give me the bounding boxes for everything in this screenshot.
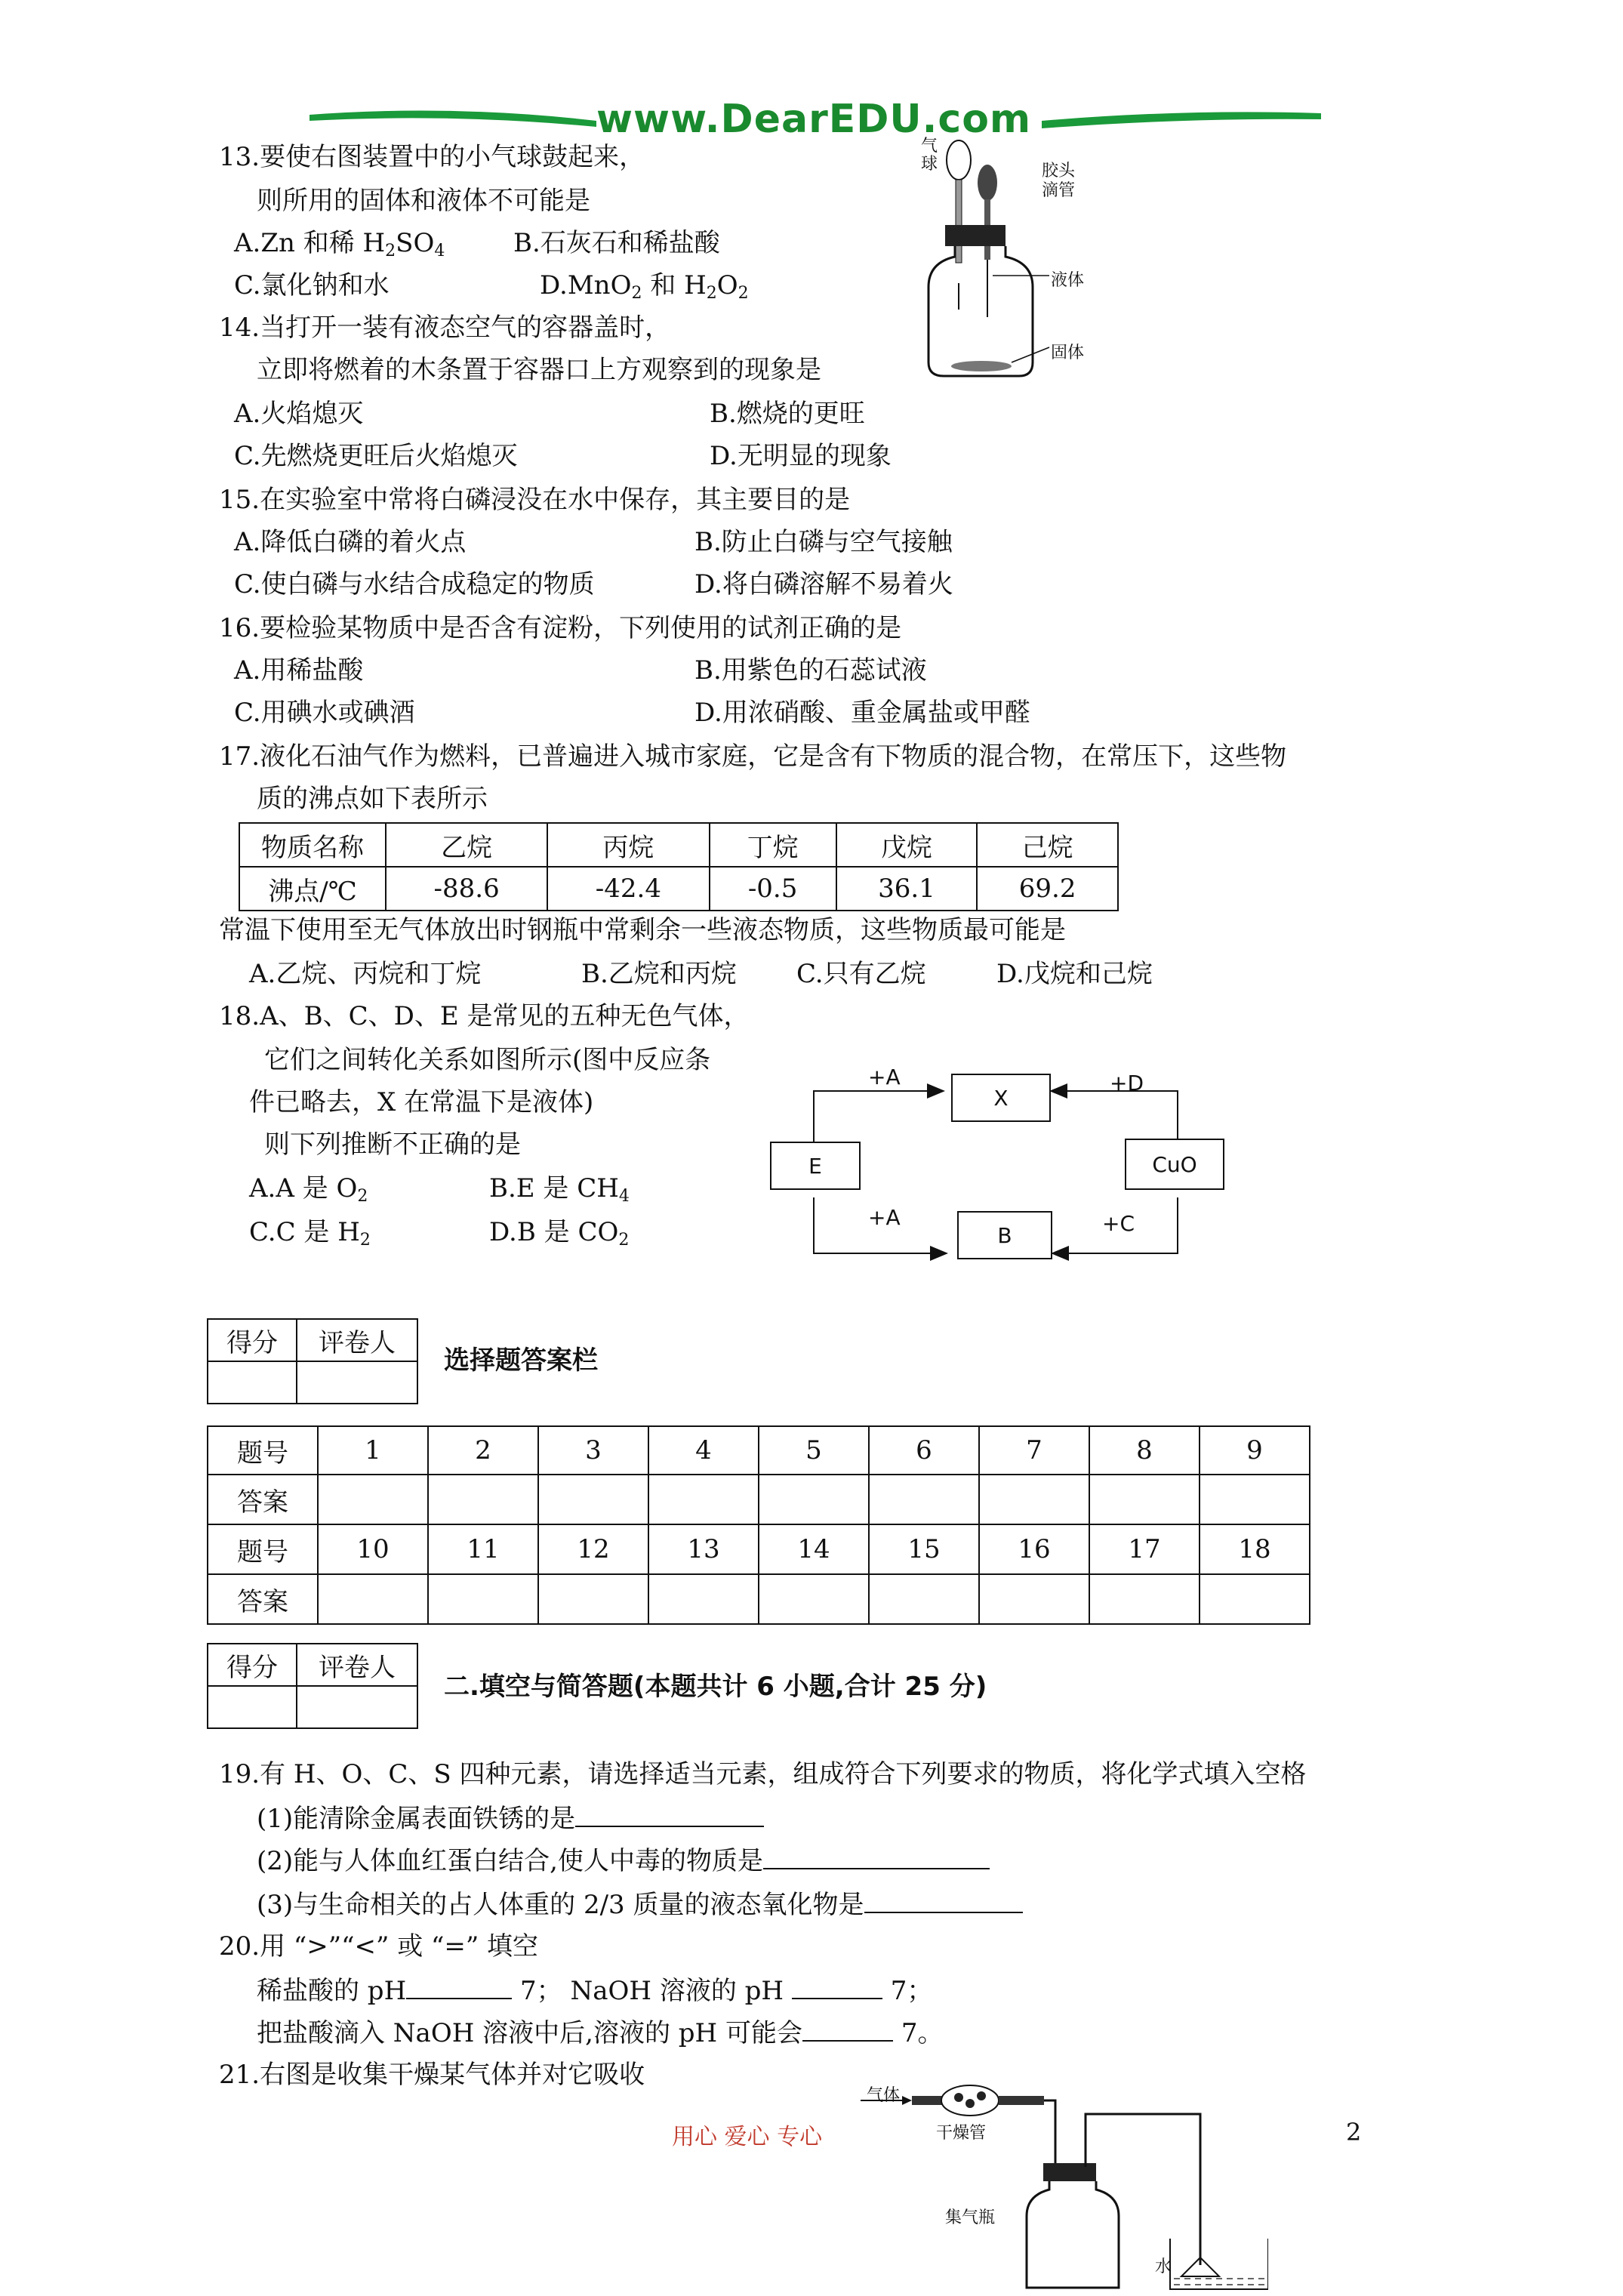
answer-section-title: 选择题答案栏	[444, 1345, 598, 1376]
table-cell: 9	[1200, 1426, 1310, 1475]
table-cell: 13	[648, 1524, 759, 1574]
q20-blank-2[interactable]	[792, 1975, 882, 1999]
table-row	[208, 1524, 1310, 1574]
footer-slogan: 用心 爱心 专心	[672, 2124, 823, 2150]
q14-option-c: C.先燃烧更旺后火焰熄灭	[234, 441, 518, 471]
table-cell: 4	[648, 1426, 759, 1475]
answer-label: 答案	[208, 1475, 318, 1524]
q16-option-d: D.用浓硝酸、重金属盐或甲醛	[694, 698, 1030, 728]
q21-stem: 21.右图是收集干燥某气体并对它吸收	[219, 2060, 645, 2090]
gas-collection-illustration	[845, 2084, 1268, 2295]
table-cell: 丁烷	[710, 823, 836, 867]
node-cuo: CuO	[1125, 1139, 1224, 1190]
grader-label: 评卷人	[297, 1644, 417, 1686]
q20-line-2	[257, 2017, 943, 2048]
page-number: 2	[1346, 2118, 1362, 2147]
q17-option-a: A.乙烷、丙烷和丁烷	[249, 959, 482, 989]
table-cell: 5	[759, 1426, 869, 1475]
table-row	[208, 1686, 417, 1728]
q15-option-b: B.防止白磷与空气接触	[694, 527, 953, 557]
q18-stem-1: 18.A、B、C、D、E 是常见的五种无色气体，	[219, 1001, 750, 1031]
grader-input[interactable]	[297, 1361, 417, 1404]
q14-stem-1: 14.当打开一装有液态空气的容器盖时，	[219, 313, 671, 343]
water-label: 水	[1155, 2257, 1172, 2276]
table-row	[208, 1574, 1310, 1624]
q16-option-c: C.用碘水或碘酒	[234, 698, 415, 728]
table-cell: 14	[759, 1524, 869, 1574]
table-cell: 物质名称	[239, 823, 386, 867]
table-cell: 戊烷	[836, 823, 978, 867]
table-cell: 17	[1089, 1524, 1200, 1574]
q20-blank-3[interactable]	[802, 2017, 893, 2042]
q18-stem-2: 它们之间转化关系如图所示(图中反应条	[264, 1045, 711, 1075]
q14-option-a: A.火焰熄灭	[234, 399, 364, 429]
table-cell: 1	[318, 1426, 428, 1475]
q20-line-1	[257, 1975, 932, 2006]
q19-blank-1[interactable]	[575, 1803, 764, 1827]
table-cell: 己烷	[977, 823, 1118, 867]
answer-cell[interactable]	[538, 1475, 648, 1524]
dryer-label: 干燥管	[936, 2124, 987, 2143]
table-cell: -0.5	[710, 867, 836, 911]
q20-stem: 20.用 “>”“<” 或 “=” 填空	[219, 1931, 539, 1962]
q17-option-d: D.戊烷和己烷	[996, 959, 1153, 989]
q15-option-c: C.使白磷与水结合成稳定的物质	[234, 569, 595, 599]
score-input[interactable]	[208, 1686, 297, 1728]
q15-option-d: D.将白磷溶解不易着火	[694, 569, 953, 599]
q17-option-b: B.乙烷和丙烷	[581, 959, 737, 989]
table-row	[239, 823, 1118, 867]
q19-blank-2[interactable]	[763, 1845, 990, 1869]
q19-part-2	[257, 1845, 990, 1876]
node-x: X	[951, 1074, 1051, 1122]
score-box-2	[207, 1643, 418, 1729]
answer-cell[interactable]	[318, 1475, 428, 1524]
table-cell: 15	[869, 1524, 979, 1574]
table-cell: 2	[428, 1426, 538, 1475]
table-cell: 69.2	[977, 867, 1118, 911]
grader-input[interactable]	[297, 1686, 417, 1728]
q19-part-3-text: (3)与生命相关的占人体重的 2/3 质量的液态氧化物是	[257, 1890, 864, 1920]
answer-cell[interactable]	[538, 1574, 648, 1624]
answer-cell[interactable]	[428, 1475, 538, 1524]
q19-part-1	[257, 1803, 764, 1834]
answer-cell[interactable]	[648, 1574, 759, 1624]
q13-option-b: B.石灰石和稀盐酸	[513, 228, 720, 258]
question-number-label: 题号	[208, 1524, 318, 1574]
table-row	[208, 1319, 417, 1361]
liquid-label: 液体	[1051, 271, 1085, 290]
flask-illustration	[906, 136, 1117, 400]
q18-option-d: D.B 是 $CO_2$	[489, 1217, 630, 1250]
node-e: E	[770, 1142, 861, 1190]
q13-option-c: C.氯化钠和水	[234, 270, 390, 300]
table-row	[208, 1426, 1310, 1475]
boiling-point-table	[239, 822, 1119, 911]
q18-option-c: C.C 是 $H_2$	[249, 1217, 371, 1250]
label-plus-d: +D	[1110, 1071, 1144, 1096]
answer-cell[interactable]	[1200, 1574, 1310, 1624]
q20-text-1: 稀盐酸的 pH	[257, 1976, 407, 2006]
q17-option-c: C.只有乙烷	[796, 959, 926, 989]
q15-stem: 15.在实验室中常将白磷浸没在水中保存，其主要目的是	[219, 485, 851, 515]
dropper-label: 胶头滴管	[1042, 162, 1076, 200]
table-row	[208, 1475, 1310, 1524]
q20-text-2: 7；	[520, 1976, 562, 2006]
node-b: B	[957, 1211, 1052, 1259]
q14-option-d: D.无明显的现象	[710, 441, 892, 471]
table-cell: 8	[1089, 1426, 1200, 1475]
answer-cell[interactable]	[979, 1475, 1089, 1524]
label-plus-c: +C	[1102, 1211, 1135, 1236]
q19-stem: 19.有 H、O、C、S 四种元素，请选择适当元素，组成符合下列要求的物质，将化学式填入空格	[219, 1759, 1307, 1789]
table-cell: -88.6	[386, 867, 547, 911]
q13-option-d: D.MnO$_2$ 和 $H_2O_2$	[540, 270, 749, 303]
table-cell: 16	[979, 1524, 1089, 1574]
answer-cell[interactable]	[869, 1475, 979, 1524]
site-url[interactable]: www.DearEDU.com	[596, 97, 1032, 142]
q13-stem-2: 则所用的固体和液体不可能是	[257, 186, 590, 216]
q20-text-4: 7；	[890, 1976, 933, 2006]
q17-stem-2: 质的沸点如下表所示	[257, 784, 488, 814]
score-label: 得分	[208, 1644, 297, 1686]
q17-after-text: 常温下使用至无气体放出时钢瓶中常剩余一些液态物质，这些物质最可能是	[219, 915, 1066, 945]
q16-stem: 16.要检验某物质中是否含有淀粉，下列使用的试剂正确的是	[219, 613, 902, 643]
section-2-title: 二.填空与简答题(本题共计 6 小题,合计 25 分)	[444, 1672, 987, 1702]
score-box-1	[207, 1318, 418, 1404]
answer-grid	[207, 1425, 1310, 1625]
table-cell: 沸点/℃	[239, 867, 386, 911]
table-row	[239, 867, 1118, 911]
table-cell: 10	[318, 1524, 428, 1574]
answer-label: 答案	[208, 1574, 318, 1624]
q19-part-3	[257, 1889, 1023, 1920]
answer-cell[interactable]	[979, 1574, 1089, 1624]
q20-text-6: 7。	[901, 2018, 944, 2048]
q14-option-b: B.燃烧的更旺	[710, 399, 865, 429]
q20-blank-1[interactable]	[406, 1975, 512, 1999]
answer-cell[interactable]	[648, 1475, 759, 1524]
solid-label: 固体	[1051, 344, 1085, 362]
grader-label: 评卷人	[297, 1319, 417, 1361]
answer-cell[interactable]	[1200, 1475, 1310, 1524]
q19-blank-3[interactable]	[864, 1889, 1023, 1913]
bottle-label: 集气瓶	[945, 2208, 996, 2227]
answer-cell[interactable]	[759, 1574, 869, 1624]
q19-part-1-text: (1)能清除金属表面铁锈的是	[257, 1804, 576, 1834]
table-cell: 丙烷	[547, 823, 709, 867]
table-row	[208, 1361, 417, 1404]
table-cell: 12	[538, 1524, 648, 1574]
question-number-label: 题号	[208, 1426, 318, 1475]
table-cell: 11	[428, 1524, 538, 1574]
table-cell: 18	[1200, 1524, 1310, 1574]
score-input[interactable]	[208, 1361, 297, 1404]
q16-option-b: B.用紫色的石蕊试液	[694, 655, 927, 686]
q14-stem-2: 立即将燃着的木条置于容器口上方观察到的现象是	[257, 355, 821, 385]
q17-stem-1: 17.液化石油气作为燃料，已普遍进入城市家庭，它是含有下物质的混合物，在常压下，这些物	[219, 741, 1287, 772]
q20-text-3: NaOH 溶液的 pH	[570, 1976, 784, 2006]
table-cell: 6	[869, 1426, 979, 1475]
score-label: 得分	[208, 1319, 297, 1361]
q13-stem-1: 13.要使右图装置中的小气球鼓起来，	[219, 142, 645, 172]
label-plus-a-bottom: +A	[868, 1205, 901, 1230]
answer-cell[interactable]	[869, 1574, 979, 1624]
q20-text-5: 把盐酸滴入 NaOH 溶液中后,溶液的 pH 可能会	[257, 2018, 802, 2048]
table-cell: 乙烷	[386, 823, 547, 867]
q18-option-a: A.A 是 $O_2$	[249, 1173, 368, 1206]
table-row	[208, 1644, 417, 1686]
gas-label: 气体	[867, 2086, 901, 2105]
answer-cell[interactable]	[428, 1574, 538, 1624]
q19-part-2-text: (2)能与人体血红蛋白结合,使人中毒的物质是	[257, 1846, 763, 1876]
q13-option-a: A.Zn 和稀 $H_2SO_4$	[234, 228, 445, 260]
table-cell: 3	[538, 1426, 648, 1475]
answer-cell[interactable]	[318, 1574, 428, 1624]
q18-stem-3: 件已略去，X 在常温下是液体)	[249, 1087, 594, 1117]
answer-cell[interactable]	[1089, 1475, 1200, 1524]
balloon-label: 气球	[921, 137, 938, 174]
q18-stem-4: 则下列推断不正确的是	[264, 1130, 521, 1160]
label-plus-a-top: +A	[868, 1065, 901, 1089]
table-cell: 36.1	[836, 867, 978, 911]
q15-option-a: A.降低白磷的着火点	[234, 527, 467, 557]
answer-cell[interactable]	[759, 1475, 869, 1524]
q18-option-b: B.E 是 $CH_4$	[489, 1173, 630, 1206]
table-cell: 7	[979, 1426, 1089, 1475]
table-cell: -42.4	[547, 867, 709, 911]
q16-option-a: A.用稀盐酸	[234, 655, 364, 686]
answer-cell[interactable]	[1089, 1574, 1200, 1624]
